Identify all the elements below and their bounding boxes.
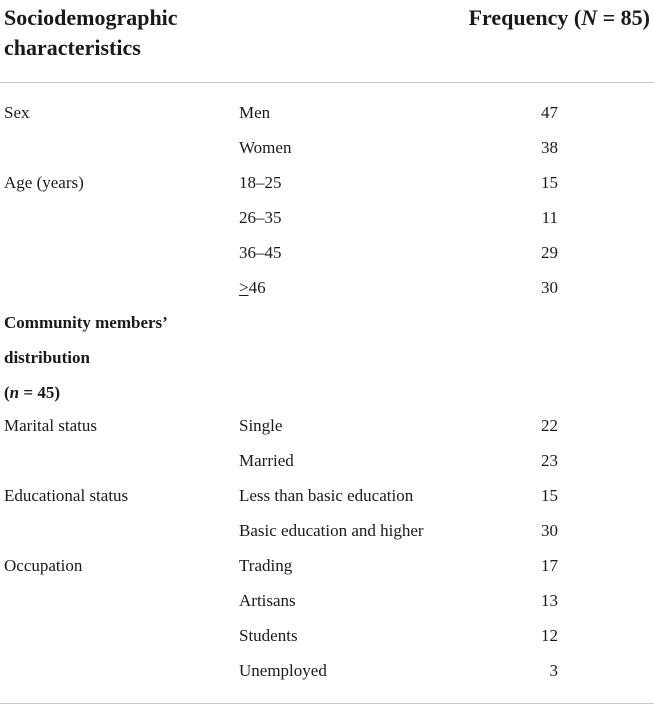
greater-equal-symbol: > [239,278,249,297]
row-subcategory: Basic education and higher [239,521,424,540]
row-category: Age (years) [4,173,84,192]
row-value: 47 [541,103,558,122]
row-subcategory [239,270,266,305]
row-subcategory-rest: 46 [248,278,266,297]
header-characteristics [4,3,178,63]
row-subcategory: Unemployed [239,661,327,680]
table-row [0,270,654,305]
table-row [0,200,654,235]
table-row [0,235,654,270]
section-heading-text: Community members’ [4,313,168,332]
header-frequency [469,3,650,33]
section-heading-line2 [0,340,654,375]
table-bottom-rule [0,703,654,704]
row-value: 30 [541,521,558,540]
row-value: 38 [541,138,558,157]
header-characteristics-line1: Sociodemographic [4,5,178,30]
table-row [0,513,654,548]
row-value: 15 [541,173,558,192]
table-row [0,478,654,513]
row-subcategory: Single [239,416,283,435]
header-frequency-var: N [581,5,598,30]
row-subcategory: 18–25 [239,173,282,192]
header-frequency-prefix: Frequency ( [468,5,582,30]
table-header [0,0,654,83]
row-value: 12 [541,626,558,645]
row-value: 15 [541,486,558,505]
row-value: 22 [541,416,558,435]
row-value: 13 [541,591,558,610]
row-value: 29 [541,243,558,262]
row-category: Sex [4,103,30,122]
row-value: 11 [541,208,558,227]
row-value: 17 [541,556,558,575]
section-heading-text: distribution [4,348,90,367]
row-category: Marital status [4,416,98,435]
header-characteristics-line2: characteristics [4,35,141,60]
row-subcategory: Trading [239,556,293,575]
row-subcategory: 36–45 [239,243,282,262]
table-row [0,165,654,200]
header-frequency-suffix: = 85) [597,5,650,30]
row-value: 23 [541,451,558,470]
row-value: 3 [549,661,558,680]
table-row [0,618,654,653]
row-subcategory: 26–35 [239,208,282,227]
table-row [0,130,654,165]
row-category: Educational status [4,486,129,505]
section-heading-count [4,375,60,410]
row-subcategory: Married [239,451,294,470]
row-subcategory: Less than basic education [239,486,414,505]
row-category: Occupation [4,556,83,575]
row-subcategory: Men [239,103,271,122]
row-subcategory: Students [239,626,298,645]
row-subcategory: Artisans [239,591,296,610]
table-row [0,408,654,443]
table-row [0,583,654,618]
table-row [0,653,654,688]
row-subcategory: Women [239,138,292,157]
row-value: 30 [541,278,558,297]
section-count-var: n [9,383,20,402]
section-count-prefix: ( [4,383,10,402]
section-heading-line3 [0,375,654,410]
section-heading-line1 [0,305,654,340]
section-count-suffix: = 45) [19,383,60,402]
table-row [0,548,654,583]
table-row [0,95,654,130]
table-row [0,443,654,478]
